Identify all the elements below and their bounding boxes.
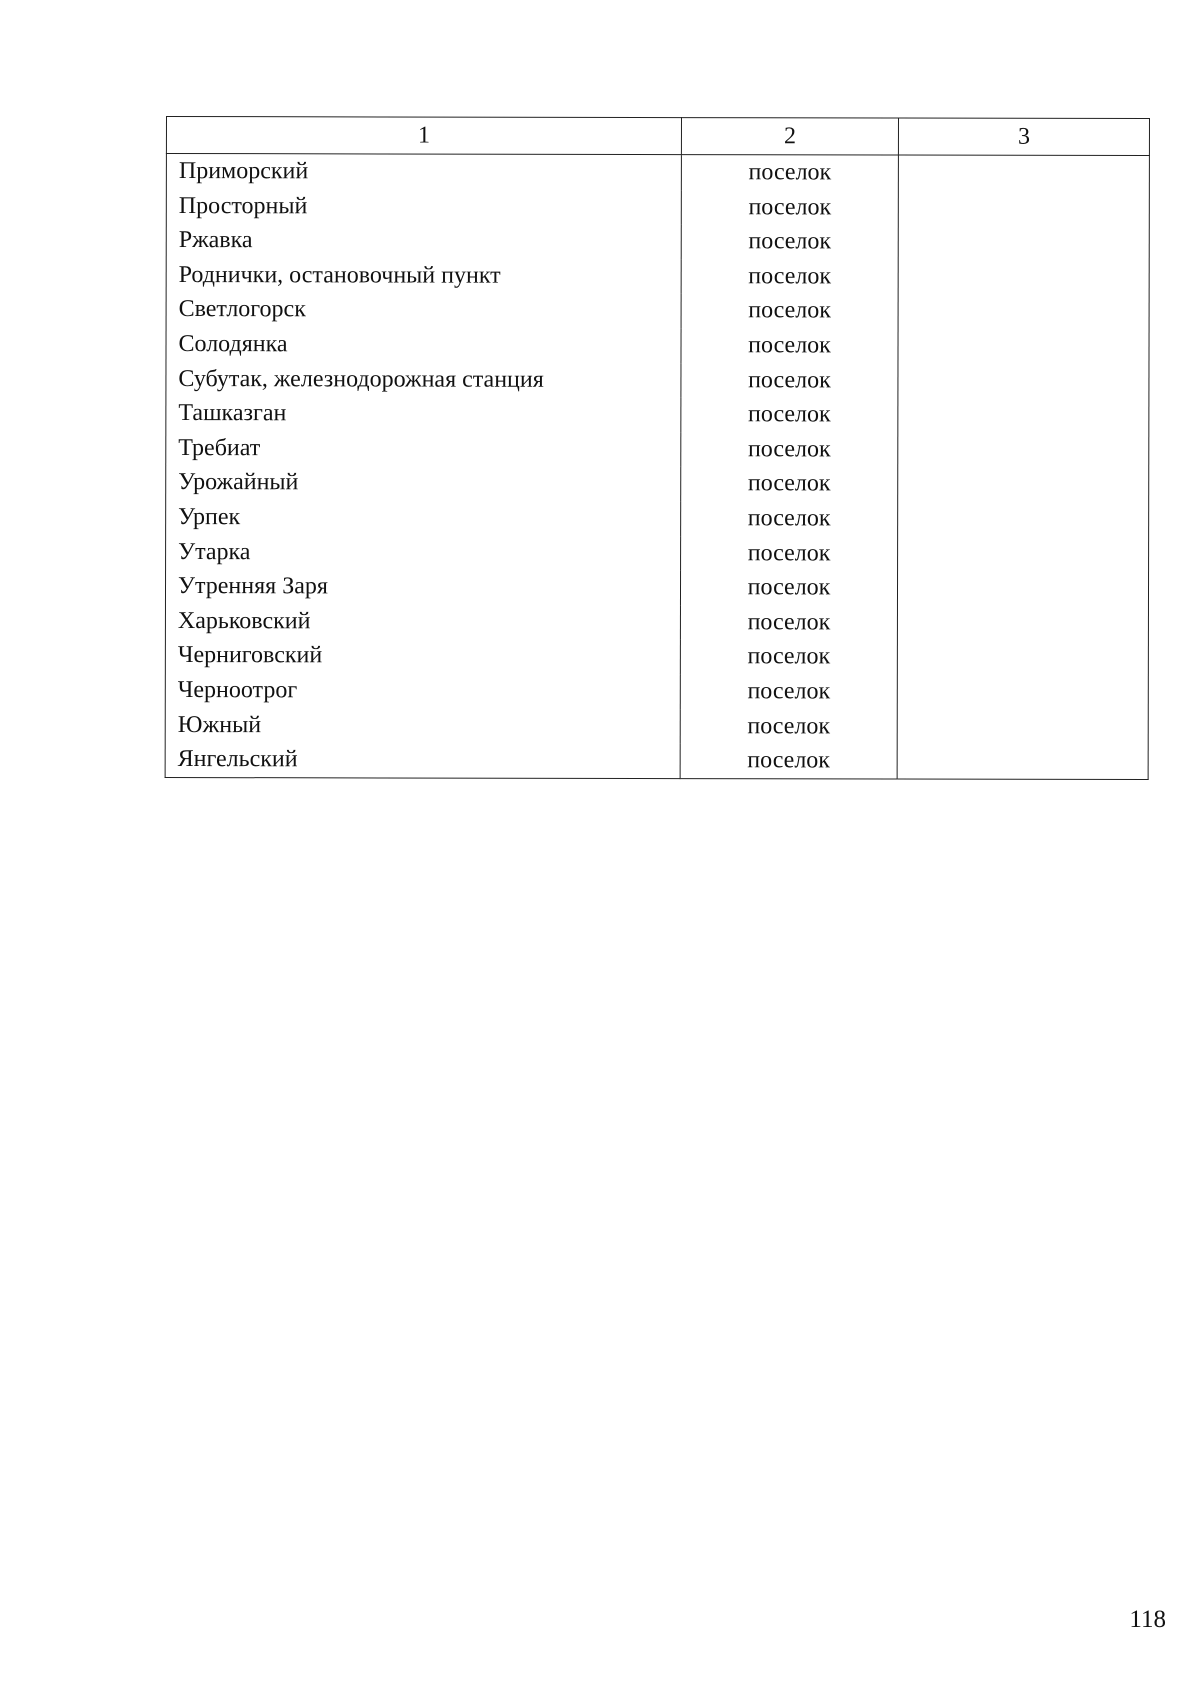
settlement-name-cell: Черниговский — [165, 638, 680, 674]
table-row — [166, 362, 1149, 399]
settlement-name-cell: Субутак, железнодорожная станция — [166, 362, 681, 398]
settlement-type-cell: поселок — [681, 536, 898, 571]
table-row — [166, 292, 1149, 329]
table-row — [166, 154, 1149, 191]
settlement-type-cell: поселок — [680, 743, 897, 779]
table-row — [166, 258, 1149, 295]
settlement-name-cell: Утренняя Заря — [165, 569, 680, 605]
settlement-type-cell: поселок — [680, 709, 897, 744]
settlement-name-cell: Янгельский — [165, 742, 680, 778]
column-3-cell — [898, 501, 1149, 536]
table-row — [165, 604, 1148, 641]
column-3-cell — [897, 709, 1148, 744]
settlement-name-cell: Просторный — [166, 189, 681, 225]
table-row — [165, 673, 1148, 710]
column-header-1: 1 — [166, 117, 681, 155]
settlement-name-cell: Ржавка — [166, 223, 681, 259]
settlement-type-cell: поселок — [681, 363, 898, 398]
settlement-type-cell: поселок — [681, 432, 898, 467]
column-3-cell — [898, 329, 1149, 364]
settlement-type-cell: поселок — [681, 293, 898, 328]
settlement-name-cell: Черноотрог — [165, 673, 680, 709]
settlements-table — [165, 116, 1150, 780]
settlement-name-cell: Харьковский — [165, 604, 680, 640]
column-3-cell — [898, 536, 1149, 571]
settlement-name-cell: Приморский — [166, 154, 681, 190]
settlement-type-cell: поселок — [681, 328, 898, 363]
column-3-cell — [897, 605, 1148, 640]
settlement-name-cell: Урпек — [166, 500, 681, 536]
settlement-type-cell: поселок — [681, 224, 898, 259]
column-header-2: 2 — [681, 118, 898, 155]
settlement-type-cell: поселок — [681, 501, 898, 536]
column-3-cell — [898, 294, 1149, 329]
table-row — [166, 535, 1149, 572]
column-3-cell — [898, 155, 1149, 191]
settlement-type-cell: поселок — [681, 259, 898, 294]
table-row — [166, 189, 1149, 226]
column-3-cell — [897, 640, 1148, 675]
table-row — [166, 396, 1149, 433]
settlement-type-cell: поселок — [680, 605, 897, 640]
column-3-cell — [897, 571, 1148, 606]
table-row — [166, 465, 1149, 502]
table-row — [165, 638, 1148, 675]
column-3-cell — [898, 432, 1149, 467]
table-row — [165, 569, 1148, 606]
table-row — [166, 327, 1149, 364]
column-3-cell — [898, 225, 1149, 260]
settlement-name-cell: Утарка — [166, 535, 681, 571]
settlement-name-cell: Роднички, остановочный пункт — [166, 258, 681, 294]
table-body — [165, 154, 1149, 780]
page-number: 118 — [1129, 1606, 1166, 1633]
column-3-cell — [897, 674, 1148, 709]
settlement-type-cell: поселок — [680, 674, 897, 709]
settlement-type-cell: поселок — [680, 570, 897, 605]
settlement-name-cell: Светлогорск — [166, 292, 681, 328]
column-3-cell — [898, 467, 1149, 502]
settlement-type-cell: поселок — [681, 466, 898, 501]
table-row — [166, 500, 1149, 537]
table-header-row — [166, 117, 1149, 156]
column-header-3: 3 — [898, 118, 1149, 156]
settlement-type-cell: поселок — [680, 639, 897, 674]
settlement-name-cell: Солодянка — [166, 327, 681, 363]
column-3-cell — [898, 259, 1149, 294]
table-row — [165, 707, 1148, 744]
column-3-cell — [897, 744, 1148, 780]
settlement-name-cell: Южный — [165, 707, 680, 743]
settlement-type-cell: поселок — [681, 190, 898, 225]
column-3-cell — [898, 190, 1149, 225]
column-3-cell — [898, 398, 1149, 433]
settlement-type-cell: поселок — [681, 397, 898, 432]
table-row — [166, 223, 1149, 260]
table-row — [165, 742, 1148, 779]
settlement-name-cell: Урожайный — [166, 465, 681, 501]
settlement-name-cell: Ташказган — [166, 396, 681, 432]
table-row — [166, 431, 1149, 468]
settlement-name-cell: Требиат — [166, 431, 681, 467]
settlement-type-cell: поселок — [681, 155, 898, 191]
column-3-cell — [898, 363, 1149, 398]
